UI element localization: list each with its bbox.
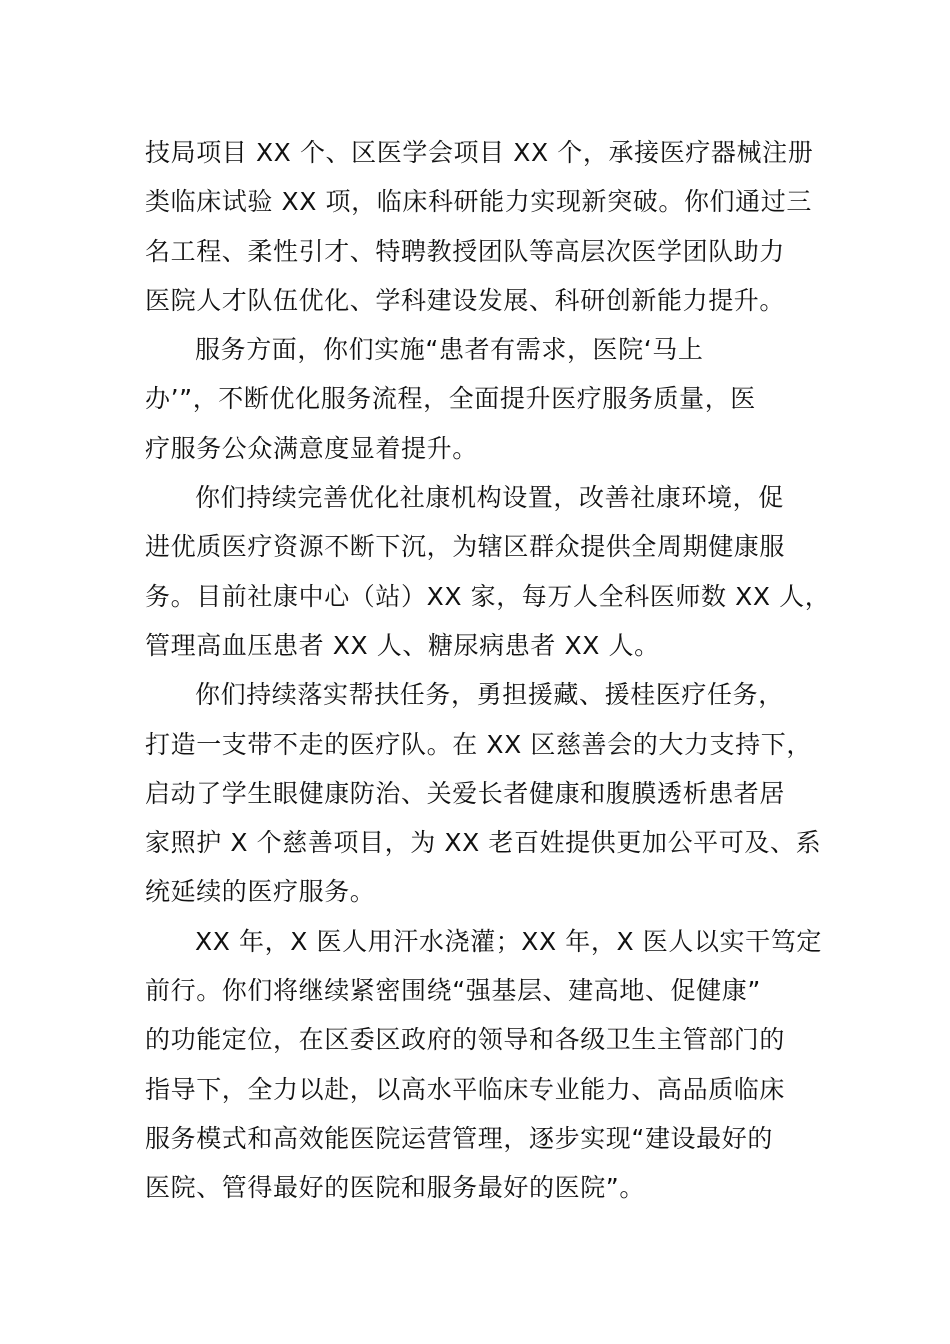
body-text xyxy=(145,128,845,1213)
paragraph-first-line: 服务方面，你们实施“患者有需求，医院‘马上 xyxy=(195,335,704,365)
text-line: 务。目前社康中心（站）XX 家，每万人全科医师数 XX 人， xyxy=(145,581,831,611)
text-line: 名工程、柔性引才、特聘教授团队等高层次医学团队助力 xyxy=(145,236,786,266)
text-line: 技局项目 XX 个、区医学会项目 XX 个，承接医疗器械注册 xyxy=(145,138,814,167)
text-line: 类临床试验 XX 项，临床科研能力实现新突破。你们通过三 xyxy=(145,187,812,217)
text-line: 疗服务公众满意度显着提升。 xyxy=(145,433,478,463)
text-line: 指导下，全力以赴，以高水平临床专业能力、高品质临床 xyxy=(145,1074,786,1104)
text-line: 服务模式和高效能医院运营管理，逐步实现“建设最好的 xyxy=(145,1123,773,1153)
text-line: 办’”，不断优化服务流程，全面提升医疗服务质量，医 xyxy=(145,384,756,414)
text-line: 医院、管得最好的医院和服务最好的医院”。 xyxy=(145,1173,645,1203)
text-line: 家照护 X 个慈善项目，为 XX 老百姓提供更加公平可及、系 xyxy=(145,828,822,858)
text-line: 的功能定位，在区委区政府的领导和各级卫生主管部门的 xyxy=(145,1025,786,1055)
text-line: 启动了学生眼健康防治、关爱长者健康和腹膜透析患者居 xyxy=(145,778,786,808)
text-line: 打造一支带不走的医疗队。在 XX 区慈善会的大力支持下， xyxy=(145,729,812,759)
text-line: 前行。你们将继续紧密围绕“强基层、建高地、促健康” xyxy=(145,976,761,1006)
paragraph-first-line: 你们持续落实帮扶任务，勇担援藏、援桂医疗任务， xyxy=(195,680,784,710)
paragraph-first-line: 你们持续完善优化社康机构设置，改善社康环境，促 xyxy=(195,483,784,513)
text-line: 统延续的医疗服务。 xyxy=(145,877,376,907)
paragraph-first-line: XX 年，X 医人用汗水浇灌；XX 年，X 医人以实干笃定 xyxy=(195,926,822,956)
text-line: 进优质医疗资源不断下沉，为辖区群众提供全周期健康服 xyxy=(145,532,786,562)
text-line: 管理高血压患者 XX 人、糖尿病患者 XX 人。 xyxy=(145,630,660,660)
text-line: 医院人才队伍优化、学科建设发展、科研创新能力提升。 xyxy=(145,285,786,315)
